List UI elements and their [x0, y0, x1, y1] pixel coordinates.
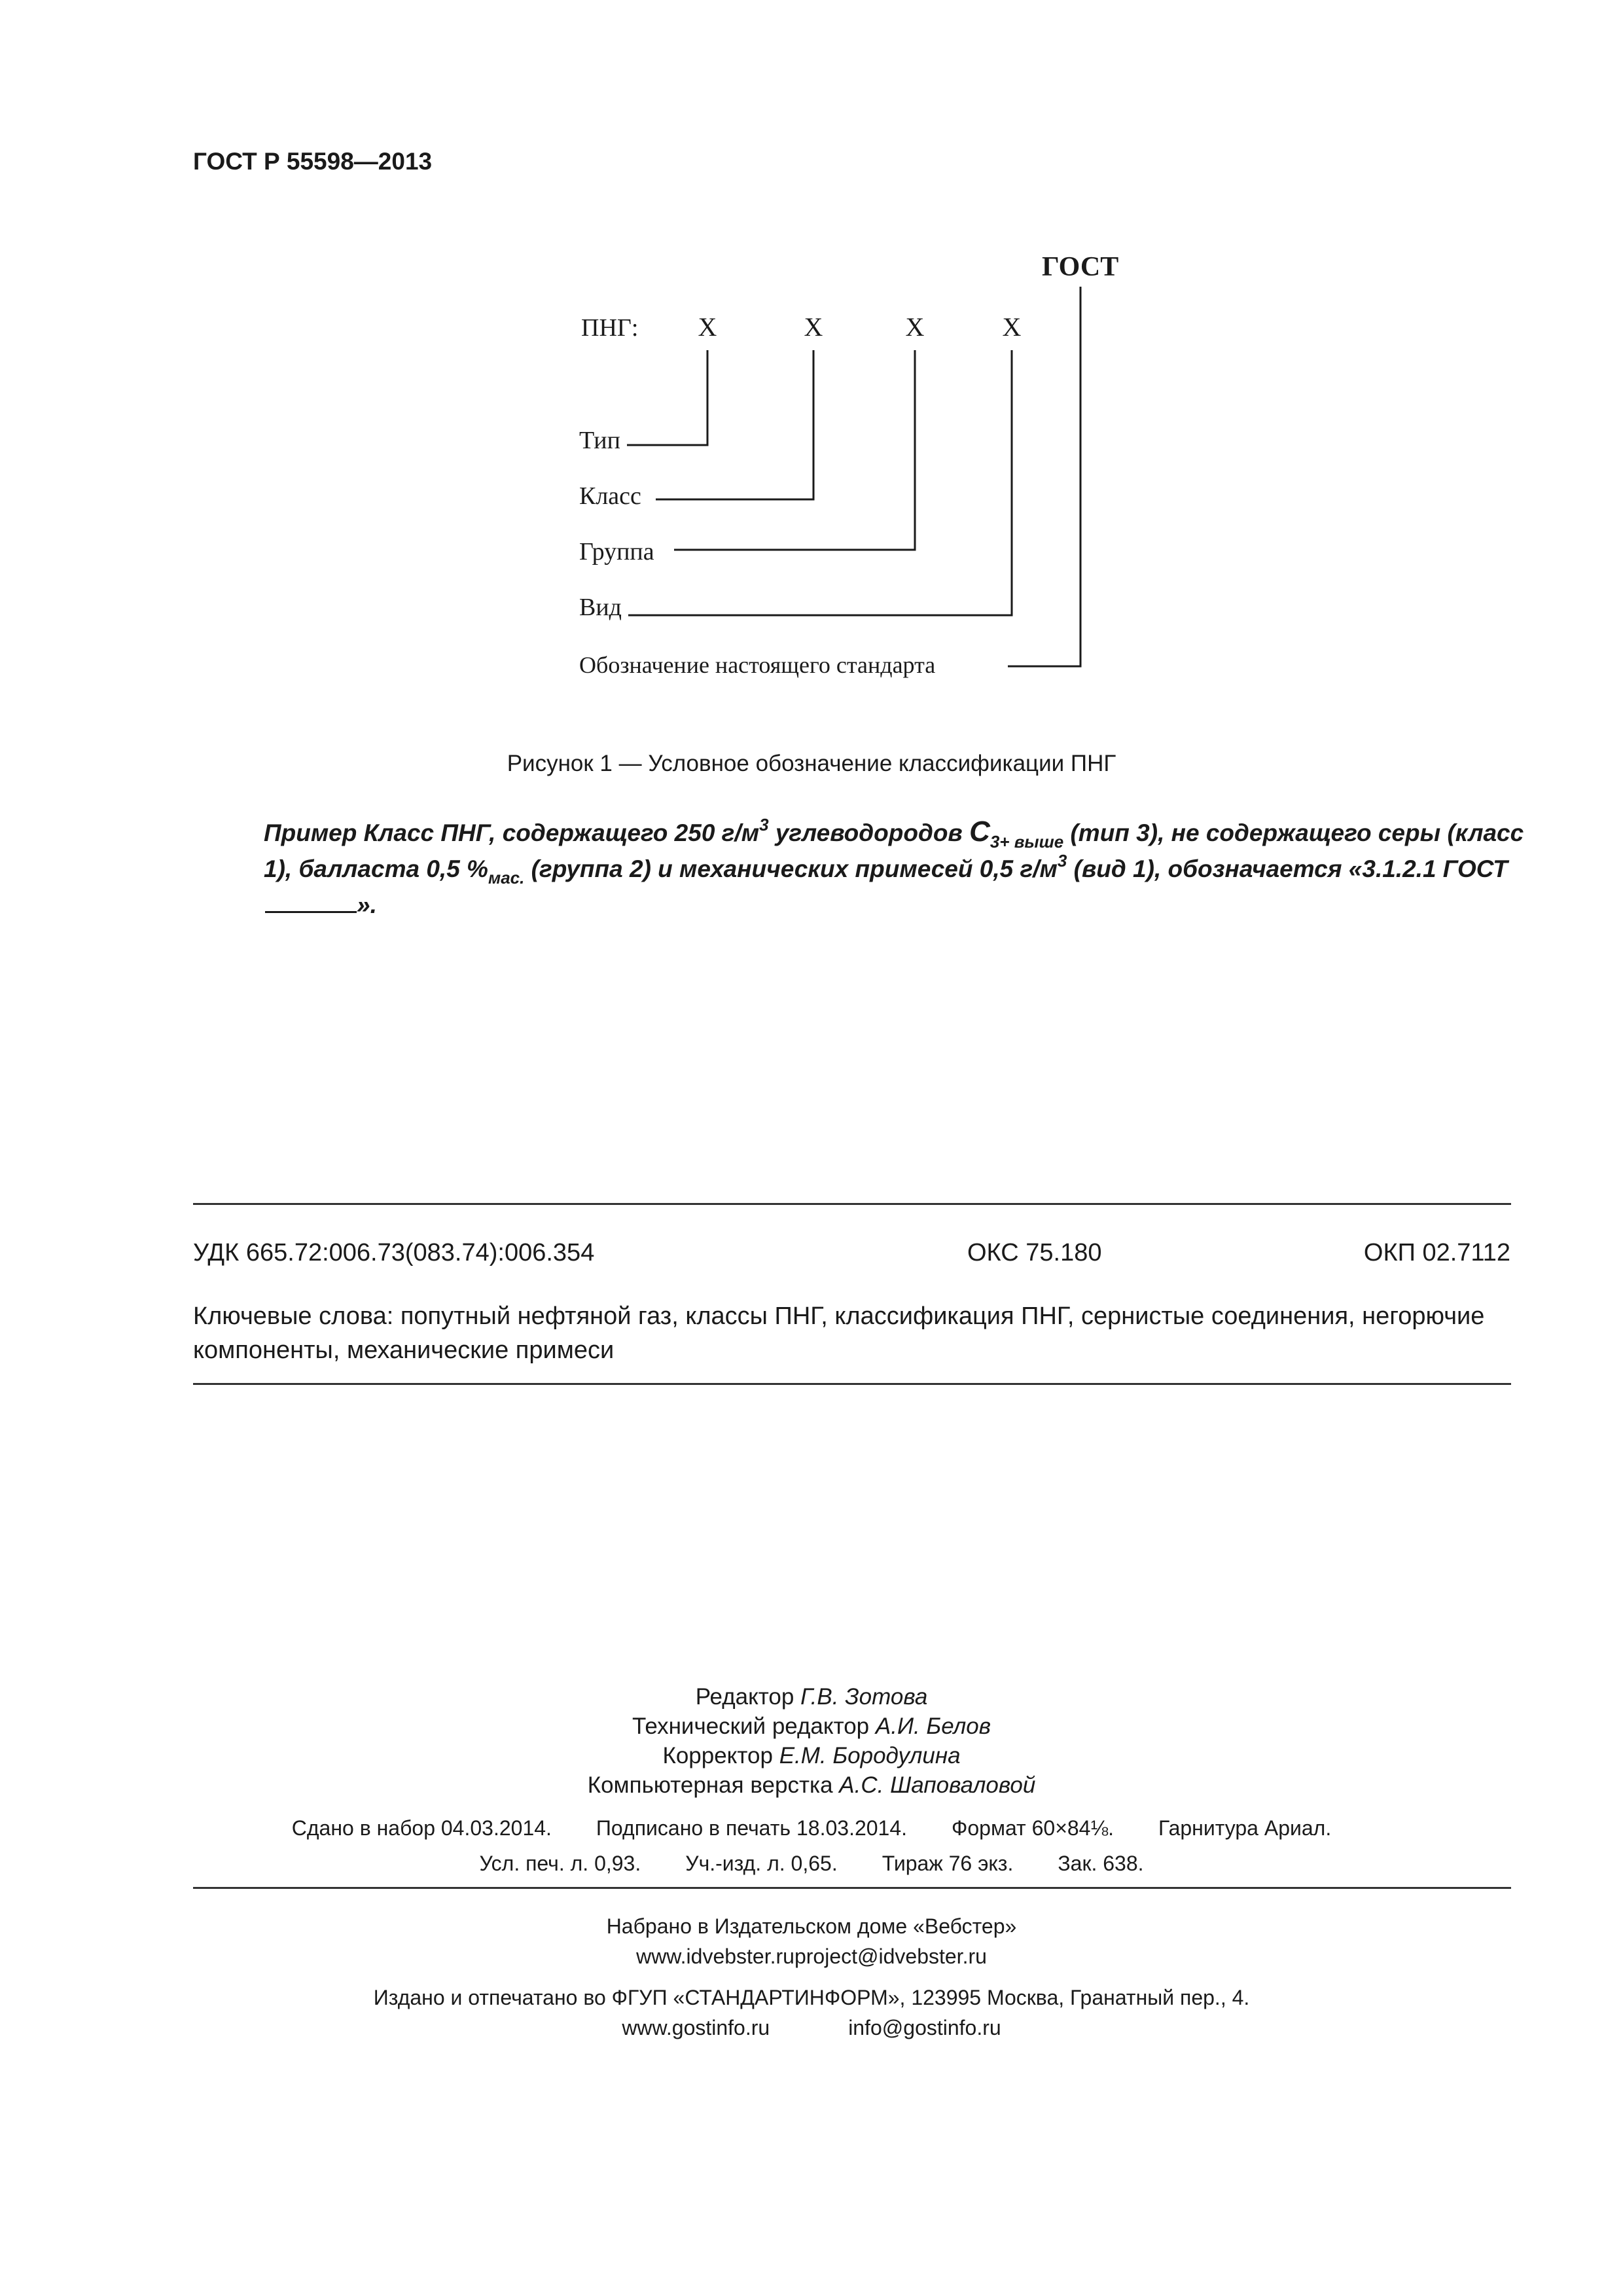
keywords: Ключевые слова: попутный нефтяной газ, классы ПНГ, классификация ПНГ, сернистые соединения, негорючие компоненты, механические примеси	[193, 1302, 1485, 1364]
publisher-contacts-2	[0, 2013, 1623, 2043]
diagram-marker-class: Х	[804, 312, 823, 342]
designation-blank	[265, 890, 357, 913]
publisher-contacts-1	[0, 1941, 1623, 1971]
diagram-label-standard: Обозначение настоящего стандарта	[579, 652, 936, 678]
email-link-1[interactable]: project@idvebster.ru	[794, 1945, 987, 1968]
diagram-label-class: Класс	[579, 482, 641, 510]
connector-type	[627, 350, 707, 445]
classification-diagram	[0, 0, 1623, 720]
udk-code: УДК 665.72:006.73(083.74):006.354	[193, 1239, 595, 1266]
okp-code: ОКП 02.7112	[1363, 1239, 1510, 1266]
staff-tech-editor: Технический редактор А.И. Белов	[632, 1713, 991, 1739]
website-link-1[interactable]: www.idvebster.ru	[636, 1945, 794, 1968]
figure-caption: Рисунок 1 — Условное обозначение классификации ПНГ	[507, 751, 1116, 776]
diagram-label-kind: Вид	[579, 594, 622, 621]
document-header: ГОСТ Р 55598—2013	[193, 148, 433, 175]
staff-layout: Компьютерная верстка А.С. Шаповаловой	[587, 1772, 1036, 1798]
oks-code: ОКС 75.180	[967, 1239, 1102, 1266]
diagram-prefix: ПНГ:	[581, 314, 639, 342]
print-info-row-1: Сдано в набор 04.03.2014. Подписано в печать 18.03.2014. Формат 60×84⅛. Гарнитура Ариал.	[291, 1816, 1332, 1840]
diagram-marker-type: Х	[698, 312, 717, 342]
diagram-marker-kind: Х	[1002, 312, 1022, 342]
published-by: Издано и отпечатано во ФГУП «СТАНДАРТИНФОРМ», 123995 Москва, Гранатный пер., 4.	[373, 1986, 1250, 2009]
staff-corrector: Корректор Е.М. Бородулина	[662, 1743, 961, 1768]
example-note: Пример Класс ПНГ, содержащего 250 $г/м^3$ углеводородов $С_{3+ выше}$ (тип 3), не содержащего серы (класс 1), балласта 0,5 $\%_{мас.}$ (группа 2) и механических примесей 0,5 $г/м^3$ (вид 1), обозначается «3.1.2.1 ГОСТ».	[264, 815, 1524, 918]
diagram-top-label: ГОСТ	[1042, 252, 1119, 282]
divider-bottom	[193, 1887, 1511, 1889]
connector-group	[674, 350, 915, 550]
diagram-label-type: Тип	[579, 427, 620, 454]
connector-class	[656, 350, 813, 499]
print-info-row-2: Усл. печ. л. 0,93. Уч.-изд. л. 0,65. Тираж 76 экз. Зак. 638.	[479, 1852, 1144, 1875]
divider-keywords	[193, 1383, 1511, 1385]
connector-standard	[1008, 287, 1080, 666]
diagram-label-group: Группа	[579, 538, 654, 565]
diagram-marker-group: Х	[905, 312, 925, 342]
typeset-by: Набрано в Издательском доме «Вебстер»	[606, 1914, 1017, 1938]
website-link-2[interactable]: www.gostinfo.ru	[622, 2016, 770, 2039]
connector-kind	[628, 350, 1012, 615]
divider-top	[193, 1203, 1511, 1205]
email-link-2[interactable]: info@gostinfo.ru	[848, 2016, 1001, 2039]
staff-editor: Редактор Г.В. Зотова	[695, 1684, 928, 1710]
